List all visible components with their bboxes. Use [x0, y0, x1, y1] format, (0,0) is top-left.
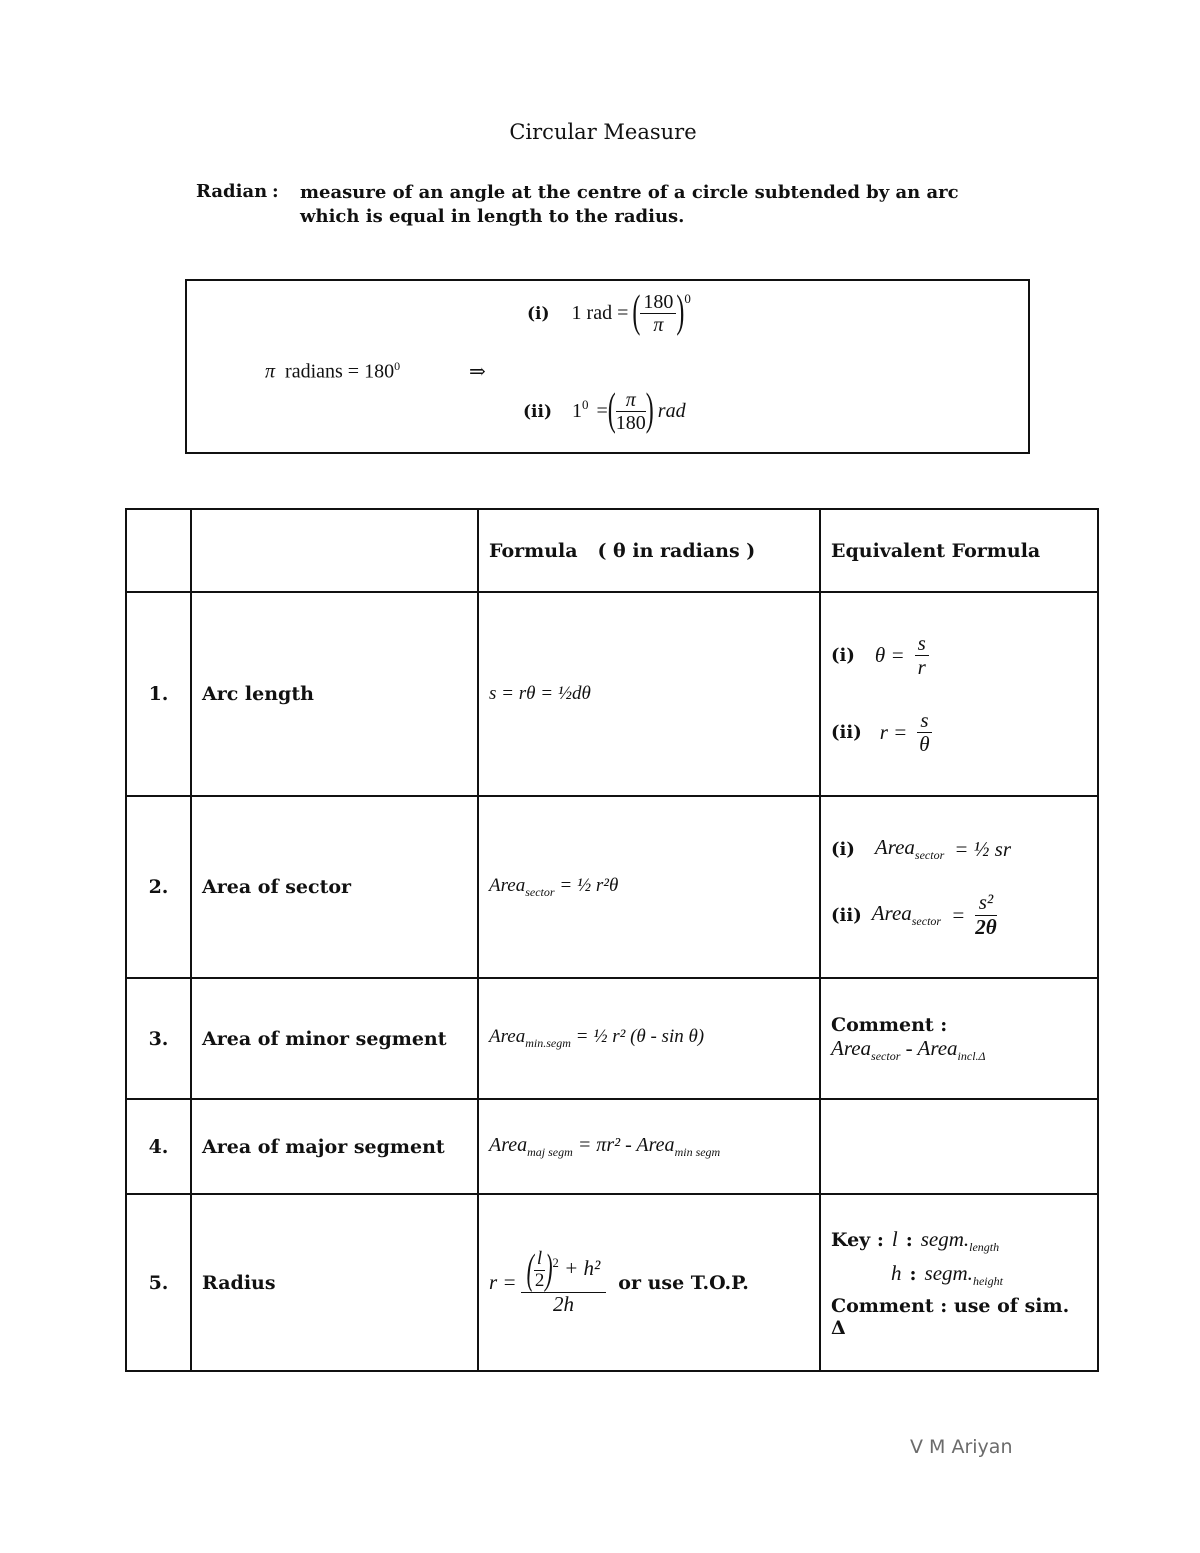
- header-formula: Formula ( θ in radians ): [478, 509, 820, 592]
- table-row: [126, 1194, 1098, 1371]
- definition-text: measure of an angle at the centre of a circle subtended by an arc which is equal in length to the radius.: [300, 182, 959, 227]
- equivalent-i: (i) θ = $\frac{s}{r}$: [831, 632, 1087, 679]
- formula-table: [125, 508, 1099, 1372]
- key-line-l: Key : l : $segm._{length}$: [831, 1226, 1000, 1254]
- conversion-box: [185, 279, 1030, 454]
- sector-area-formula: Area$_{sector}$ = ½ r²θ: [478, 796, 820, 978]
- table-row: [126, 796, 1098, 978]
- equivalent-i: (i) Area$_{sector}$ = ½ sr: [831, 835, 1012, 863]
- table-row: [126, 1099, 1098, 1194]
- row-name: Area of minor segment: [191, 978, 478, 1099]
- row-number: 5.: [126, 1194, 191, 1371]
- header-blank-no: [126, 509, 191, 592]
- page-title: Circular Measure: [509, 120, 697, 144]
- table-header-row: [126, 509, 1098, 592]
- implies-arrow: ⇒: [469, 361, 486, 383]
- major-segment-equivalent: [820, 1099, 1098, 1194]
- arc-length-formula: s = rθ = ½dθ: [478, 592, 820, 796]
- minor-segment-formula: Area$_{min.segm}$ = ½ r² (θ - sin θ): [478, 978, 820, 1099]
- row-name: Arc length: [191, 592, 478, 796]
- row-name: Area of sector: [191, 796, 478, 978]
- formula-i: (i) 1 rad = ( $\frac{180}{\pi}$ ) $^0$: [527, 287, 691, 338]
- equivalent-ii: (ii) r = $\frac{s}{\theta}$: [831, 708, 930, 757]
- radius-key: Key : l : $segm._{length}$ h : $segm._{height}$ Comment : use of sim. Δ: [820, 1194, 1098, 1371]
- header-equivalent: Equivalent Formula: [820, 509, 1098, 592]
- row-number: 4.: [126, 1099, 191, 1194]
- definition-term: Radian: [196, 181, 268, 202]
- author-footer: V M Ariyan: [910, 1436, 1013, 1458]
- minor-segment-comment: Comment : Area$_{sector}$ - Area$_{incl.\Delta}$: [820, 978, 1098, 1099]
- major-segment-formula: Area$_{maj segm}$ = πr² - Area$_{min segm}$: [478, 1099, 820, 1194]
- row-name: Radius: [191, 1194, 478, 1371]
- table-row: [126, 592, 1098, 796]
- row-name: Area of major segment: [191, 1099, 478, 1194]
- header-blank-name: [191, 509, 478, 592]
- main-relation: π radians = $180^0$: [265, 359, 401, 383]
- equivalent-ii: (ii) Area$_{sector}$ = $\frac{\text{s²}}{2\theta}$: [831, 890, 997, 939]
- arc-length-equivalent: [820, 592, 1098, 796]
- sector-area-equivalent: [820, 796, 1098, 978]
- formula-ii: (ii) 1 $^0$ = ( $\frac{\pi}{180}$ ) rad: [523, 385, 686, 436]
- table-row: [126, 978, 1098, 1099]
- definition-colon: :: [272, 181, 279, 202]
- row-number: 2.: [126, 796, 191, 978]
- key-line-h: h : $segm._{height}$: [891, 1260, 1003, 1288]
- radius-formula: r = ( $\frac{l}{2}$ )$^2$ + h² 2h or use T.O.P.: [478, 1194, 820, 1371]
- row-number: 1.: [126, 592, 191, 796]
- row-number: 3.: [126, 978, 191, 1099]
- comment-formula: Area$_{sector}$ - Area$_{incl.\Delta}$: [831, 1035, 986, 1063]
